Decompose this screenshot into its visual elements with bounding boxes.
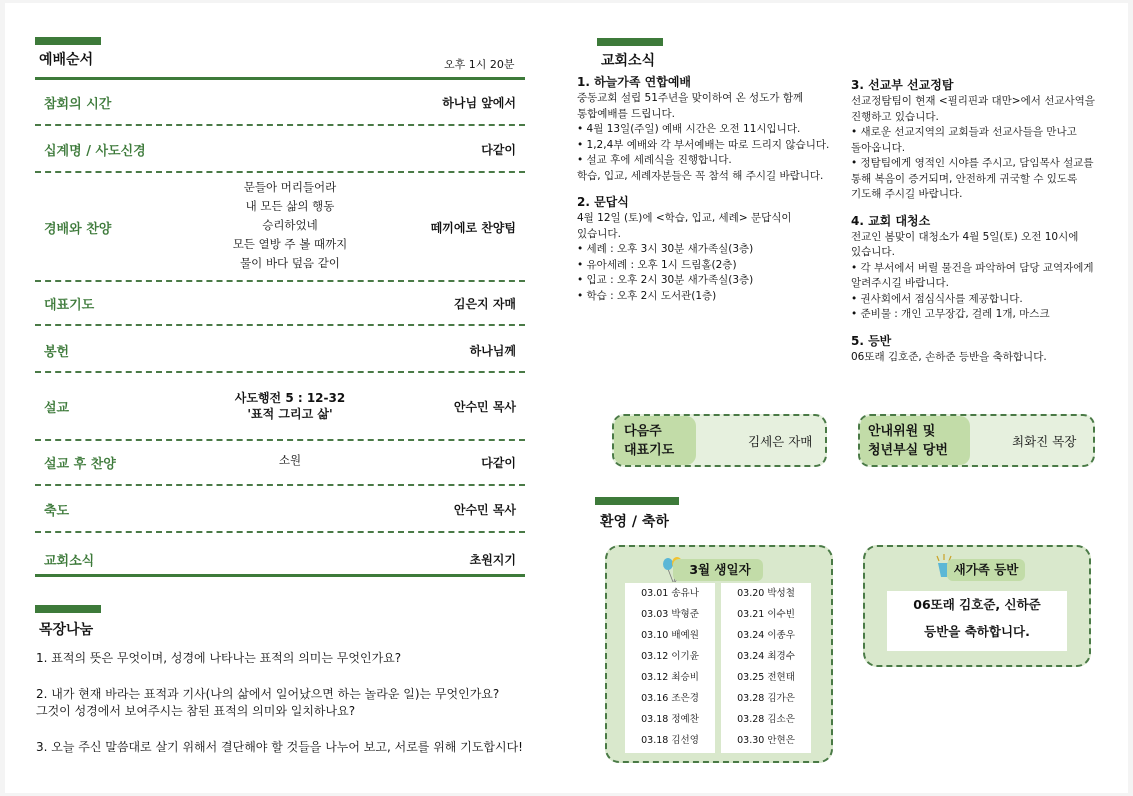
- news-heading: 2. 문답식: [577, 195, 629, 209]
- worship-order: [35, 77, 525, 577]
- news-item: [851, 213, 1119, 323]
- order-label: 참회의 시간: [44, 97, 112, 112]
- order-label: 축도: [44, 504, 70, 519]
- song-title: 모든 열방 주 볼 때까지: [232, 237, 348, 251]
- order-leader: 다같이: [481, 143, 516, 157]
- news-right-column: [851, 77, 1119, 375]
- usher-label: [860, 416, 970, 465]
- section-bar: [597, 38, 663, 46]
- news-line: • 세례 : 오후 3시 30분 새가족실(3층): [577, 243, 754, 255]
- birthday-item: 03.12 최승비: [641, 672, 699, 683]
- birthday-item: 03.24 최경수: [737, 651, 795, 662]
- song-title: 내 모든 삶의 행동: [245, 199, 335, 213]
- news-line: • 학습 : 오후 2시 도서관(1층): [577, 289, 717, 302]
- birthday-item: 03.25 전현태: [737, 672, 795, 683]
- order-leader: 하나님께: [469, 344, 516, 358]
- new-family-card: [863, 545, 1091, 667]
- birthday-item: 03.21 이수빈: [737, 609, 795, 620]
- birthday-item: 03.10 배예원: [641, 630, 699, 641]
- order-row: [35, 326, 525, 373]
- news-line: 통해 복음이 증거되며, 안전하게 귀국할 수 있도록: [851, 172, 1078, 185]
- news-heading: 3. 선교부 선교정탐: [851, 78, 954, 92]
- order-leader: 안수민 목사: [453, 400, 516, 414]
- order-row: [35, 173, 525, 282]
- question-line: 3. 오늘 주신 말씀대로 살기 위해서 결단해야 할 것들을 나누어 보고, 서로를 위해 기도합시다!: [36, 740, 523, 754]
- birthday-item: 03.28 김소은: [737, 714, 795, 725]
- news-line: • 유아세례 : 오후 1시 드림홀(2층): [577, 258, 737, 271]
- label-line: 다음주: [624, 423, 662, 439]
- news-line: • 1,2,4부 예배와 각 부서예배는 따로 드리지 않습니다.: [577, 138, 830, 151]
- news-line: • 새로운 선교지역의 교회들과 선교사들을 만나고: [851, 126, 1077, 138]
- usher-box: [858, 414, 1095, 467]
- question-line: 2. 내가 현재 바라는 표적과 기사(나의 삶에서 일어났으면 하는 놀라운 일)는 무엇인가요?: [36, 687, 500, 701]
- next-week-prayer-name: 김세은 자매: [748, 433, 813, 449]
- order-leader: 초원지기: [469, 553, 516, 567]
- welcome-title: 환영 / 축하: [600, 514, 669, 530]
- sermon-text: [175, 390, 405, 422]
- birthday-item: 03.01 송유나: [641, 588, 699, 599]
- birthday-item: 03.18 김선영: [641, 735, 699, 746]
- birthday-list-right: [721, 583, 811, 753]
- message-line: 등반을 축하합니다.: [924, 624, 1030, 639]
- news-line: • 설교 후에 세례식을 진행합니다.: [577, 154, 732, 166]
- mokjang-question: [36, 739, 546, 756]
- birthday-card: [605, 545, 833, 763]
- news-line: • 준비물 : 개인 고무장갑, 걸레 1개, 마스크: [851, 308, 1050, 320]
- birthday-item: 03.18 정예찬: [641, 714, 699, 725]
- bulletin-page: [5, 3, 1128, 793]
- news-line: • 정탐팀에게 영적인 시야를 주시고, 담임목사 설교를: [851, 157, 1094, 169]
- order-row: [35, 441, 525, 486]
- section-bar: [595, 497, 679, 505]
- news-left-column: [577, 74, 847, 314]
- news-item: [577, 74, 847, 184]
- news-item: [577, 194, 847, 304]
- order-row: [35, 126, 525, 173]
- news-heading: 1. 하늘가족 연합예배: [577, 75, 692, 89]
- label-line: 청년부실 당번: [868, 442, 948, 458]
- news-heading: 5. 등반: [851, 333, 892, 348]
- message-line: 06또래 김호준, 신하준: [913, 597, 1041, 612]
- news-line: • 권사회에서 점심식사를 제공합니다.: [851, 292, 1023, 305]
- song-title: 소원: [278, 453, 302, 467]
- order-label: 봉헌: [44, 345, 70, 360]
- order-leader: 하나님 앞에서: [442, 96, 516, 110]
- song-title: 문들아 머리들어라: [243, 180, 337, 194]
- news-line: 있습니다.: [577, 227, 621, 240]
- news-line: • 4월 13일(주일) 예배 시간은 오전 11시입니다.: [577, 123, 801, 135]
- birthday-item: 03.03 박형준: [641, 609, 699, 620]
- usher-name: 최화진 목장: [1012, 433, 1077, 449]
- new-family-title: 새가족 등반: [947, 559, 1025, 581]
- section-bar: [35, 37, 101, 45]
- news-line: 통합예배를 드립니다.: [577, 107, 675, 120]
- news-line: 중동교회 설립 51주년을 맞이하여 온 성도가 함께: [577, 92, 804, 104]
- birthday-item: 03.30 안현은: [737, 735, 795, 746]
- next-week-prayer-box: [612, 414, 827, 467]
- news-heading: 4. 교회 대청소: [851, 213, 931, 228]
- question-line: 1. 표적의 뜻은 무엇이며, 성경에 나타나는 표적의 의미는 무엇인가요?: [36, 651, 402, 665]
- news-line: 있습니다.: [851, 246, 895, 258]
- news-item: [851, 333, 1119, 366]
- worship-title: 예배순서: [39, 52, 94, 68]
- mokjang-title: 목장나눔: [39, 622, 94, 638]
- news-item: [851, 77, 1119, 203]
- order-leader: 다같이: [481, 456, 516, 470]
- section-bar: [35, 605, 101, 613]
- news-line: 4월 12일 (토)에 <학습, 입교, 세례> 문답식이: [577, 212, 792, 224]
- order-row: [35, 77, 525, 126]
- order-leader: 떼끼에로 찬양팀: [430, 221, 516, 235]
- order-row: [35, 533, 525, 577]
- mokjang-question: [36, 650, 546, 667]
- order-label: 십계명 / 사도신경: [44, 144, 146, 159]
- worship-time: 오후 1시 20분: [444, 58, 515, 71]
- birthday-item: 03.24 이종우: [737, 630, 795, 641]
- news-line: 06또래 김호준, 손하준 등반을 축하합니다.: [851, 350, 1047, 363]
- birthday-item: 03.12 이기윤: [641, 651, 699, 662]
- order-label: 경배와 찬양: [44, 222, 112, 237]
- question-line: 그것이 성경에서 보여주시는 참된 표적의 의미와 일치하나요?: [36, 704, 356, 718]
- news-line: 알려주시길 바랍니다.: [851, 277, 949, 289]
- label-line: 대표기도: [624, 442, 675, 458]
- order-label: 대표기도: [44, 298, 95, 313]
- order-bottom-rule: [35, 574, 525, 577]
- scripture: 사도행전 5 : 12-32: [234, 391, 346, 405]
- order-row: [35, 486, 525, 533]
- birthday-item: 03.16 조은경: [641, 693, 699, 704]
- news-line: • 각 부서에서 버릴 물건을 파악하여 담당 교역자에게: [851, 261, 1094, 274]
- sermon-title: '표적 그리고 삶': [247, 407, 333, 421]
- label-line: 안내위원 및: [868, 423, 936, 439]
- order-label: 설교 후 찬양: [44, 457, 116, 472]
- order-leader: 안수민 목사: [453, 503, 516, 517]
- news-line: 전교인 봄맞이 대청소가 4월 5일(토) 오전 10시에: [851, 230, 1079, 243]
- news-line: 돌아옵니다.: [851, 141, 906, 154]
- news-line: 선교정탐팀이 현재 <필리핀과 대만>에서 선교사역을: [851, 95, 1095, 107]
- news-line: 진행하고 있습니다.: [851, 110, 939, 123]
- song-title: 물이 바다 덮음 같이: [240, 256, 340, 270]
- order-leader: 김은지 자매: [453, 297, 516, 311]
- news-title: 교회소식: [601, 53, 656, 69]
- birthday-item: 03.28 김가은: [737, 693, 795, 704]
- order-row: [35, 282, 525, 326]
- news-line: 학습, 입교, 세례자분들은 꼭 참석 해 주시길 바랍니다.: [577, 169, 824, 182]
- next-week-prayer-label: [614, 416, 696, 465]
- order-label: 교회소식: [44, 554, 95, 569]
- song-list: [175, 178, 405, 273]
- birthday-list-left: [625, 583, 715, 753]
- song-title: 승리하었네: [262, 218, 318, 232]
- birthday-title: 3월 생일자: [673, 559, 763, 581]
- new-family-message: [887, 591, 1067, 651]
- birthday-item: 03.20 박성철: [737, 588, 795, 599]
- order-label: 설교: [44, 401, 70, 416]
- news-line: 기도해 주시길 바랍니다.: [851, 188, 963, 200]
- news-line: • 입교 : 오후 2시 30분 새가족실(3층): [577, 274, 754, 286]
- mokjang-question: [36, 686, 546, 720]
- order-row: [35, 373, 525, 441]
